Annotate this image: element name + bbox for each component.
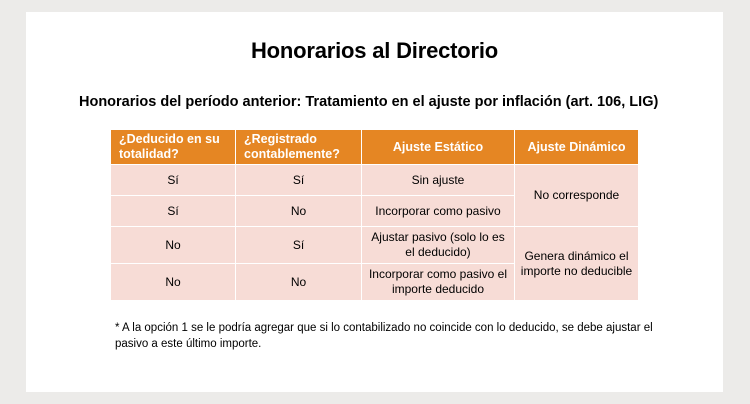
slide-title: Honorarios al Directorio <box>250 38 499 63</box>
table-row <box>111 227 639 264</box>
footnote: * A la opción 1 se le podría agregar que si lo contabilizado no coincide con lo deducido, se debe ajustar el pasivo a este último importe. <box>115 322 653 350</box>
cell-ajuste-dinamico-group-2: Genera dinámico el importe no deducible <box>515 227 639 301</box>
cell-registrado: No <box>236 264 362 301</box>
header-ajuste-estatico: Ajuste Estático <box>362 130 515 165</box>
cell-ajuste-estatico: Incorporar como pasivo <box>362 196 515 227</box>
cell-deducido: Sí <box>111 165 236 196</box>
table-row <box>111 165 639 196</box>
cell-ajuste-estatico: Sin ajuste <box>362 165 515 196</box>
table-header-row <box>111 130 639 165</box>
header-ajuste-dinamico: Ajuste Dinámico <box>515 130 639 165</box>
cell-registrado: No <box>236 196 362 227</box>
slide <box>26 12 723 392</box>
slide-subtitle: Honorarios del período anterior: Tratamiento en el ajuste por inflación (art. 106, LIG) <box>79 94 659 110</box>
cell-registrado: Sí <box>236 227 362 264</box>
cell-ajuste-estatico: Incorporar como pasivo el importe deducido <box>362 264 515 301</box>
header-deducido: ¿Deducido en su totalidad? <box>111 130 236 165</box>
cell-ajuste-estatico: Ajustar pasivo (solo lo es el deducido) <box>362 227 515 264</box>
header-registrado: ¿Registrado contablemente? <box>236 130 362 165</box>
treatment-table <box>110 129 639 301</box>
cell-deducido: Sí <box>111 196 236 227</box>
cell-ajuste-dinamico-group-1: No corresponde <box>515 165 639 227</box>
cell-registrado: Sí <box>236 165 362 196</box>
cell-deducido: No <box>111 264 236 301</box>
cell-deducido: No <box>111 227 236 264</box>
